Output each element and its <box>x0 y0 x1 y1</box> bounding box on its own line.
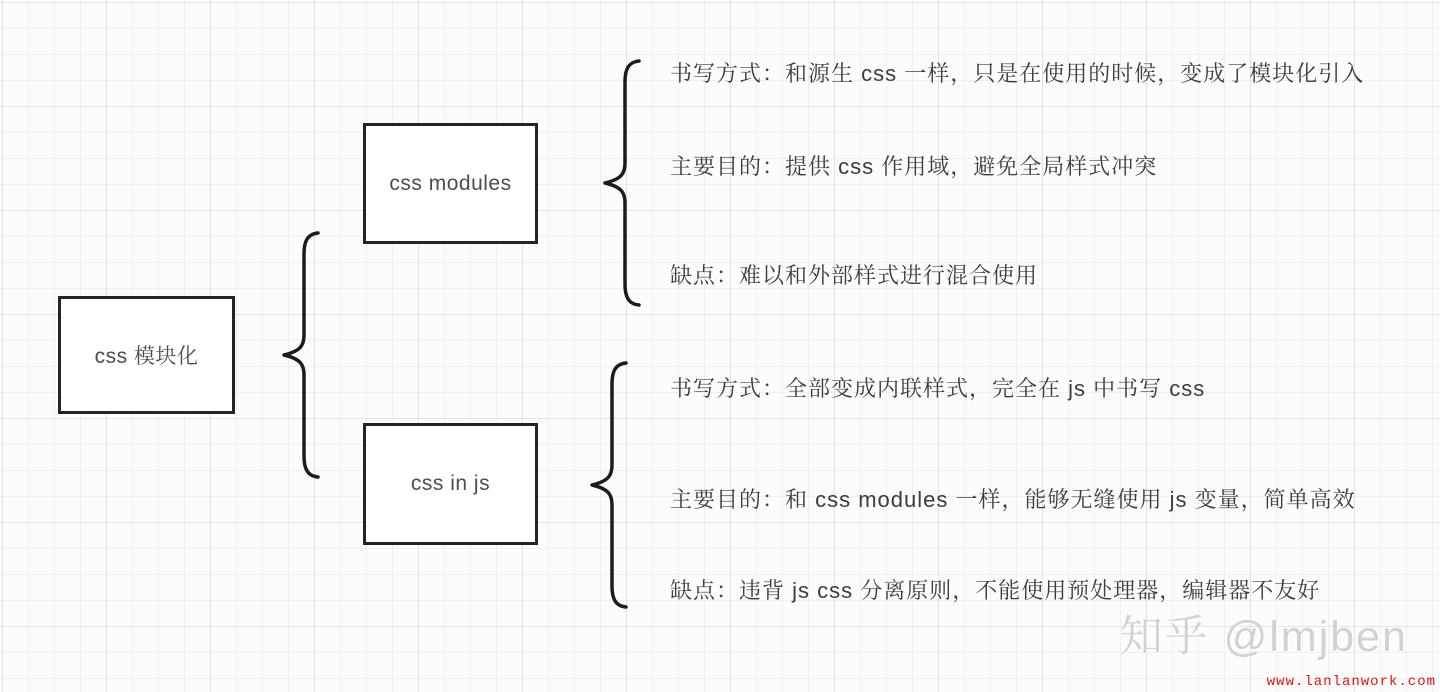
node-css-in-js <box>363 423 538 545</box>
footer-url: www.lanlanwork.com <box>1266 674 1436 690</box>
node-label: css modules <box>389 171 512 195</box>
css-in-js-detail-cons: 缺点：违背 js css 分离原则，不能使用预处理器，编辑器不友好 <box>670 578 1321 603</box>
curly-brace-icon <box>278 230 322 480</box>
curly-brace-css-modules <box>599 58 643 308</box>
css-modules-detail-syntax: 书写方式：和源生 css 一样，只是在使用的时候，变成了模块化引入 <box>670 61 1365 86</box>
css-in-js-detail-syntax: 书写方式：全部变成内联样式，完全在 js 中书写 css <box>670 376 1206 401</box>
css-modules-detail-purpose: 主要目的：提供 css 作用域，避免全局样式冲突 <box>670 154 1158 179</box>
node-css-modularization <box>58 296 235 414</box>
curly-brace-icon <box>599 58 643 308</box>
curly-brace-root <box>278 230 322 480</box>
node-css-modules <box>363 123 538 244</box>
css-modules-detail-cons: 缺点：难以和外部样式进行混合使用 <box>670 263 1039 288</box>
zhihu-watermark: 知乎 @lmjben <box>1119 613 1408 661</box>
css-in-js-detail-purpose: 主要目的：和 css modules 一样，能够无缝使用 js 变量，简单高效 <box>670 487 1356 512</box>
node-label: css 模块化 <box>94 345 199 368</box>
node-label: css in js <box>410 472 491 495</box>
curly-brace-icon <box>586 360 630 610</box>
curly-brace-css-in-js <box>586 360 630 610</box>
